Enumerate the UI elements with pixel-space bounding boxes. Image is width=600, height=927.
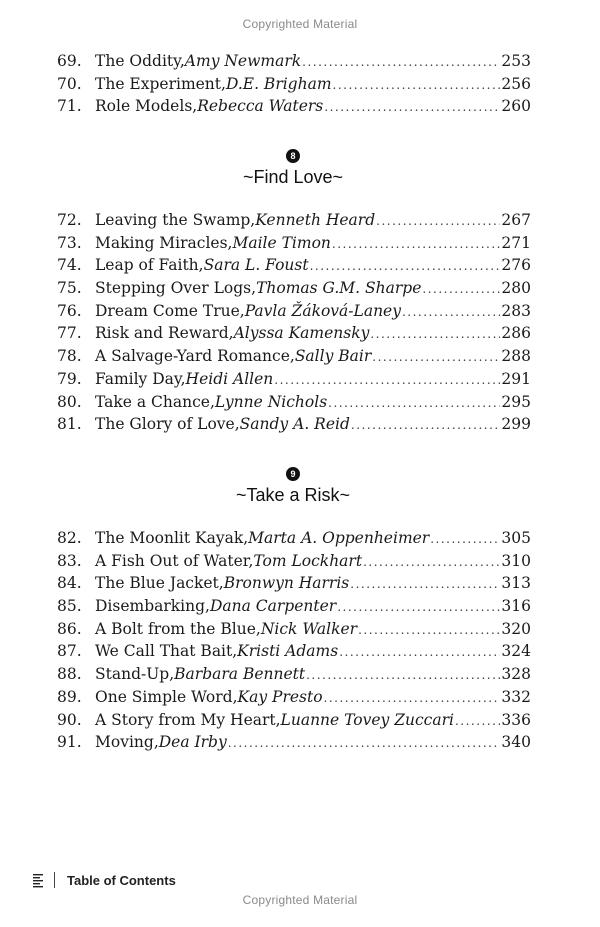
entry-author: Rebecca Waters xyxy=(197,97,324,116)
entry-author: Marta A. Oppenheimer xyxy=(248,529,430,547)
dot-leader xyxy=(337,600,500,614)
entry-number: 70. xyxy=(57,74,82,93)
chapter-header-8 xyxy=(0,144,586,188)
dot-leader xyxy=(274,373,500,387)
entry-title: Disembarking, xyxy=(95,597,210,616)
toc-entry[interactable] xyxy=(57,597,531,620)
entry-author: Kay Presto xyxy=(237,687,323,706)
entry-author: Dana Carpenter xyxy=(209,597,337,616)
entry-title: The Blue Jacket, xyxy=(95,574,224,593)
entry-title: Role Models, xyxy=(95,97,198,116)
dot-leader xyxy=(324,100,500,114)
dot-leader xyxy=(372,350,500,364)
dot-leader xyxy=(350,577,500,591)
entry-page: 324 xyxy=(501,642,531,661)
entry-author: Barbara Bennett xyxy=(174,665,306,684)
entry-title: A Fish Out of Water, xyxy=(95,551,254,570)
entry-page: 280 xyxy=(501,279,531,298)
dot-leader xyxy=(363,555,500,569)
copyright-watermark-bottom: Copyrighted Material xyxy=(242,893,358,907)
toc-list-section-9 xyxy=(57,529,531,756)
entry-page: 256 xyxy=(501,74,531,93)
toc-entry[interactable] xyxy=(57,711,531,734)
entry-author: Maile Timon xyxy=(232,233,331,252)
chapter-number-badge: 9 xyxy=(286,467,300,481)
entry-page: 286 xyxy=(501,324,531,343)
toc-entry[interactable] xyxy=(57,97,531,120)
entry-page: 310 xyxy=(501,551,531,570)
toc-list-icon xyxy=(33,872,45,888)
entry-author: Luanne Tovey Zuccari xyxy=(280,710,454,729)
entry-author: Sandy A. Reid xyxy=(239,415,350,434)
dot-leader xyxy=(228,736,501,750)
toc-entry[interactable] xyxy=(57,415,531,438)
chapter-title[interactable]: ~Take a Risk~ xyxy=(235,485,351,505)
entry-author: Kristi Adams xyxy=(237,642,339,661)
entry-number: 69. xyxy=(57,52,82,70)
dot-leader xyxy=(328,396,500,410)
entry-title: Stepping Over Logs, xyxy=(95,279,257,298)
entry-number: 81. xyxy=(57,415,82,434)
toc-entry[interactable] xyxy=(57,642,531,665)
entry-page: 336 xyxy=(501,710,531,729)
entry-title: The Experiment, xyxy=(95,74,226,93)
entry-number: 75. xyxy=(57,279,82,298)
entry-number: 77. xyxy=(57,324,82,343)
entry-number: 88. xyxy=(57,665,82,684)
dot-leader xyxy=(358,623,500,637)
dot-leader xyxy=(310,259,501,273)
toc-footer[interactable] xyxy=(33,872,176,888)
entry-page: 340 xyxy=(501,733,531,752)
entry-page: 305 xyxy=(501,529,531,547)
dot-leader xyxy=(402,305,500,319)
entry-title: One Simple Word, xyxy=(95,687,238,706)
entry-author: Sara L. Foust xyxy=(203,256,309,275)
entry-title: Dream Come True, xyxy=(95,301,245,320)
entry-title: The Glory of Love, xyxy=(95,415,240,434)
entry-number: 86. xyxy=(57,619,82,638)
toc-entry[interactable] xyxy=(57,665,531,688)
entry-title: Leaving the Swamp, xyxy=(95,211,256,229)
entry-author: Thomas G.M. Sharpe xyxy=(256,279,422,298)
chapter-number-badge: 8 xyxy=(286,149,300,163)
entry-number: 87. xyxy=(57,642,82,661)
entry-author: Amy Newmark xyxy=(184,52,302,70)
entry-author: Heidi Allen xyxy=(185,369,274,388)
dot-leader xyxy=(430,532,500,546)
footer-divider xyxy=(54,872,55,888)
entry-number: 91. xyxy=(57,733,82,752)
toc-footer-label[interactable]: Table of Contents xyxy=(67,872,176,888)
entry-number: 82. xyxy=(57,529,82,547)
entry-page: 313 xyxy=(501,574,531,593)
entry-number: 78. xyxy=(57,347,82,366)
entry-page: 295 xyxy=(501,392,531,411)
entry-title: The Oddity, xyxy=(95,52,185,70)
toc-entry[interactable] xyxy=(57,256,531,279)
entry-page: 291 xyxy=(501,369,531,388)
toc-entry[interactable] xyxy=(57,370,531,393)
toc-entry[interactable] xyxy=(57,620,531,643)
entry-title: The Moonlit Kayak, xyxy=(95,529,249,547)
entry-page: 276 xyxy=(501,256,531,275)
entry-number: 73. xyxy=(57,233,82,252)
dot-leader xyxy=(370,327,500,341)
entry-title: Stand-Up, xyxy=(95,665,175,684)
dot-leader xyxy=(332,237,501,251)
entry-page: 332 xyxy=(501,687,531,706)
entry-page: 288 xyxy=(501,347,531,366)
entry-author: Bronwyn Harris xyxy=(223,574,350,593)
toc-entry[interactable] xyxy=(57,302,531,325)
dot-leader xyxy=(455,714,500,728)
toc-entry[interactable] xyxy=(57,347,531,370)
entry-number: 89. xyxy=(57,687,82,706)
entry-number: 74. xyxy=(57,256,82,275)
entry-number: 72. xyxy=(57,211,82,229)
entry-number: 80. xyxy=(57,392,82,411)
toc-entry[interactable] xyxy=(57,529,531,552)
toc-entry[interactable] xyxy=(57,733,531,756)
toc-entry[interactable] xyxy=(57,574,531,597)
toc-list-section-8 xyxy=(57,211,531,438)
toc-list-section-7 xyxy=(57,52,531,120)
copyright-watermark-top: Copyrighted Material xyxy=(242,17,358,31)
entry-title: A Salvage-Yard Romance, xyxy=(95,347,295,366)
dot-leader xyxy=(339,645,500,659)
dot-leader xyxy=(324,691,501,705)
entry-title: A Story from My Heart, xyxy=(95,710,281,729)
entry-number: 85. xyxy=(57,597,82,616)
entry-title: Risk and Reward, xyxy=(95,324,234,343)
toc-entry[interactable] xyxy=(57,393,531,416)
entry-title: Making Miracles, xyxy=(95,233,233,252)
entry-author: Nick Walker xyxy=(260,619,358,638)
entry-author: Lynne Nichols xyxy=(214,392,328,411)
dot-leader xyxy=(422,282,500,296)
dot-leader xyxy=(376,214,500,228)
entry-author: Dea Irby xyxy=(158,733,227,752)
entry-number: 76. xyxy=(57,301,82,320)
entry-number: 84. xyxy=(57,574,82,593)
entry-page: 260 xyxy=(501,97,531,116)
entry-page: 299 xyxy=(501,415,531,434)
entry-author: Sally Bair xyxy=(294,347,372,366)
entry-author: Alyssa Kamensky xyxy=(233,324,370,343)
entry-title: We Call That Bait, xyxy=(95,642,238,661)
entry-number: 71. xyxy=(57,97,82,116)
entry-number: 79. xyxy=(57,369,82,388)
dot-leader xyxy=(333,78,501,92)
toc-entry[interactable] xyxy=(57,279,531,302)
entry-title: Leap of Faith, xyxy=(95,256,204,275)
toc-entry[interactable] xyxy=(57,552,531,575)
entry-page: 267 xyxy=(501,211,531,229)
entry-page: 320 xyxy=(501,619,531,638)
entry-title: Take a Chance, xyxy=(95,392,215,411)
entry-author: D.E. Brigham xyxy=(225,74,332,93)
entry-title: A Bolt from the Blue, xyxy=(95,619,261,638)
entry-title: Moving, xyxy=(95,733,159,752)
toc-entry[interactable] xyxy=(57,52,531,75)
dot-leader xyxy=(302,55,500,69)
entry-page: 316 xyxy=(501,597,531,616)
entry-author: Pavla Žáková-Laney xyxy=(244,301,401,320)
chapter-title[interactable]: ~Find Love~ xyxy=(242,167,344,187)
entry-page: 283 xyxy=(501,301,531,320)
dot-leader xyxy=(306,668,500,682)
toc-entry[interactable] xyxy=(57,211,531,234)
toc-entry[interactable] xyxy=(57,324,531,347)
entry-title: Family Day, xyxy=(95,369,186,388)
entry-page: 271 xyxy=(501,233,531,252)
entry-number: 90. xyxy=(57,710,82,729)
toc-entry[interactable] xyxy=(57,75,531,98)
entry-page: 253 xyxy=(501,52,531,70)
entry-author: Tom Lockhart xyxy=(253,551,363,570)
chapter-header-9 xyxy=(0,462,586,506)
entry-author: Kenneth Heard xyxy=(255,211,376,229)
entry-page: 328 xyxy=(501,665,531,684)
toc-entry[interactable] xyxy=(57,688,531,711)
entry-number: 83. xyxy=(57,551,82,570)
dot-leader xyxy=(351,418,501,432)
toc-entry[interactable] xyxy=(57,234,531,257)
